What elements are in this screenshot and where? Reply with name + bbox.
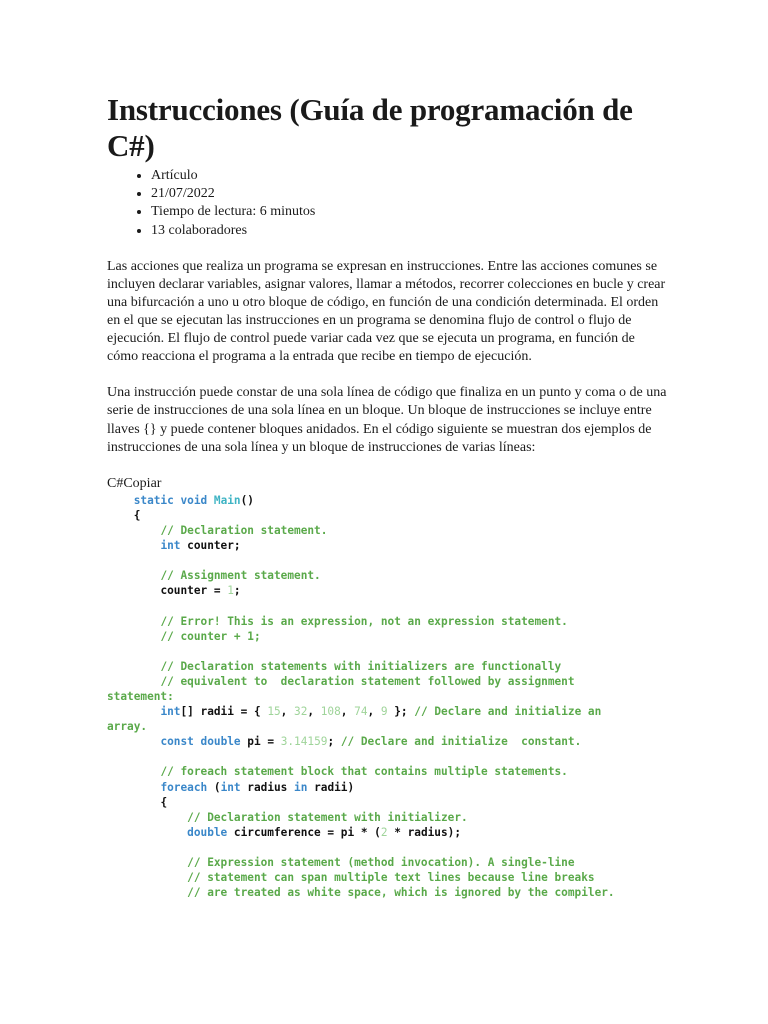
- code-keyword: static: [133, 493, 174, 507]
- code-text: ,: [340, 705, 355, 719]
- code-text: radii): [307, 780, 355, 794]
- code-comment: // Declaration statement.: [160, 523, 328, 537]
- code-comment: // Expression statement (method invocation). A single-line: [187, 856, 575, 869]
- statement-paragraph: Una instrucción puede constar de una sola línea de código que finaliza en un punto y coma o de una serie de instrucciones de una sola línea en un bloque. Un bloque de instrucciones se incluye entre llaves {} y puede contener bloques anidados. En el código siguiente se muestran dos ejemplos de instrucciones de una sola línea y un bloque de instrucciones de varias líneas:: [107, 385, 667, 455]
- article-date: • 21/07/2022: [151, 185, 667, 203]
- contributors-link[interactable]: • 13 colaboradores: [151, 222, 667, 240]
- code-comment: // Declare and initialize an array.: [107, 705, 608, 734]
- code-text: (: [207, 780, 221, 794]
- code-text: ;: [233, 584, 241, 598]
- code-keyword: int: [220, 780, 241, 794]
- code-keyword: double: [187, 825, 228, 839]
- code-keyword: const: [160, 735, 194, 749]
- code-text: counter;: [180, 539, 241, 553]
- code-comment: // Assignment statement.: [160, 569, 321, 583]
- page-title: Instrucciones (Guía de programación de C#): [107, 92, 633, 163]
- article-type: • Artículo: [151, 167, 667, 185]
- code-text: };: [387, 705, 415, 719]
- code-keyword: int: [160, 705, 181, 719]
- code-comment: // Declare and initialize constant.: [340, 735, 582, 749]
- code-block: [107, 493, 627, 901]
- code-language-copy-label[interactable]: C#Copiar: [107, 475, 162, 491]
- code-keyword: void: [180, 493, 208, 507]
- code-text: ,: [307, 705, 321, 719]
- code-number: 108: [320, 705, 341, 719]
- code-text: (): [240, 493, 254, 507]
- code-function: Main: [213, 493, 241, 507]
- code-comment: // statement can span multiple text lines because line breaks: [187, 871, 595, 885]
- code-comment: // Declaration statement with initializer.: [187, 810, 468, 824]
- code-keyword: in: [294, 780, 308, 794]
- article: [107, 92, 667, 900]
- code-text: ;: [327, 735, 341, 749]
- reading-time: • Tiempo de lectura: 6 minutos: [151, 203, 667, 221]
- code-text: {: [160, 795, 168, 809]
- intro-paragraph: Las acciones que realiza un programa se expresan en instrucciones. Entre las acciones comunes se incluyen declarar variables, asignar valores, llamar a métodos, recorrer colecciones en bucle y crear una bifurcación a uno u otro bloque de código, en función de una condición determinada. El orden en el que se ejecutan las instrucciones en un programa se denomina flujo de control o flujo de ejecución. El flujo de control puede variar cada vez que se ejecuta un programa, en función de cómo reacciona el programa a la entrada que recibe en tiempo de ejecución.: [107, 258, 666, 365]
- code-number: 32: [294, 705, 308, 719]
- code-text: [] radii = {: [180, 705, 268, 719]
- code-text: ,: [280, 705, 295, 719]
- code-keyword: double: [200, 735, 241, 749]
- code-keyword: int: [160, 539, 181, 553]
- code-comment: // Error! This is an expression, not an expression statement.: [160, 614, 568, 628]
- code-comment: // foreach statement block that contains multiple statements.: [160, 765, 568, 779]
- article-metadata: [107, 167, 667, 240]
- code-number: 1: [227, 584, 234, 598]
- code-text: pi =: [240, 735, 281, 749]
- code-text: * radius);: [387, 825, 462, 839]
- code-number: 2: [380, 825, 388, 839]
- code-number: 74: [354, 705, 368, 719]
- code-comment: // Declaration statements with initializers are functionally: [160, 659, 562, 673]
- code-comment: // equivalent to declaration statement followed by assignment statement:: [107, 674, 582, 703]
- code-comment: // counter + 1;: [160, 629, 261, 643]
- code-text: ,: [367, 705, 381, 719]
- code-number: 15: [267, 705, 281, 719]
- code-keyword: foreach: [160, 780, 208, 794]
- code-number: 9: [380, 705, 388, 719]
- code-text: counter =: [160, 584, 228, 598]
- code-number: 3.14159: [280, 735, 328, 749]
- code-text: radius: [240, 780, 295, 794]
- code-text: circumference = pi * (: [227, 825, 381, 839]
- code-comment: // are treated as white space, which is ignored by the compiler.: [187, 886, 615, 900]
- code-text: {: [133, 508, 141, 522]
